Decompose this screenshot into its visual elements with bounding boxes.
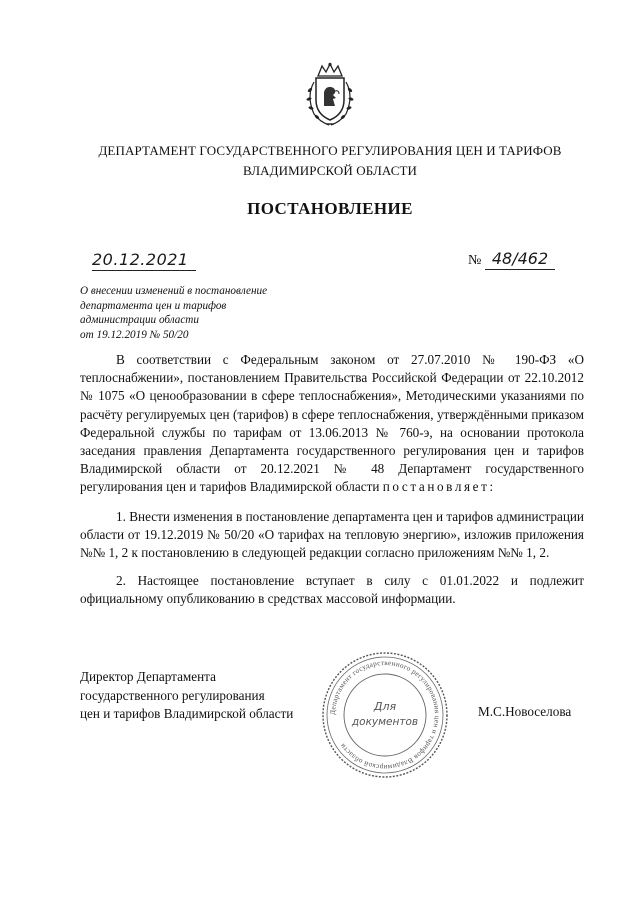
number-sign: № <box>468 253 482 268</box>
clause-1-paragraph: 1. Внести изменения в постановление департамента цен и тарифов администрации области от 19.12.2019 № 50/20 «О тарифах на тепловую энергию», изложив приложения №№ 1, 2 к постановлению в следующей редакции согласно приложениям №№ 1, 2. <box>80 508 584 561</box>
subject-line: О внесении изменений в постановление <box>80 285 268 297</box>
signatory-title <box>80 668 320 724</box>
department-name-line2: ВЛАДИМИРСКОЙ ОБЛАСТИ <box>242 163 418 178</box>
stamp-ring-text: Департамент государственного регулирования цен и тарифов Владимирской области <box>328 658 442 772</box>
subject-line: от 19.12.2019 № 50/20 <box>80 328 189 341</box>
document-type-title: ПОСТАНОВЛЕНИЕ <box>247 199 413 218</box>
decree-verb: постановляет: <box>382 479 496 495</box>
document-date: 20.12.2021 <box>92 250 196 271</box>
subject-line: администрации области <box>80 314 199 326</box>
svg-text:Департамент государственного р <box>329 659 441 771</box>
preamble-text: В соответствии с Федеральным законом от 27.07.2010 № 190-ФЗ «О теплоснабжении», постановлением Правительства Российской Федерации от 22.10.2012 № 1075 «О ценообразовании в сфере теплоснабжения», Методическими указаниями по расчёту регулируемых цен (тарифов) в сфере теплоснабжения, утверждёнными приказом Федеральной службы по тарифам от 13.06.2013 № 760-э, на основании протокола заседания правления Департамента государственного регулирования цен и тарифов Владимирской области от 20.12.2021 № 48 Департамент государственного регулирования цен и тарифов Владимирской области <box>80 352 584 495</box>
coat-of-arms-icon <box>302 62 358 128</box>
clause-2-paragraph: 2. Настоящее постановление вступает в силу с 01.01.2022 и подлежит официальному опубликованию в средствах массовой информации. <box>80 573 584 607</box>
official-stamp <box>318 648 452 782</box>
department-name-line1: ДЕПАРТАМЕНТ ГОСУДАРСТВЕННОГО РЕГУЛИРОВАНИЯ ЦЕН И ТАРИФОВ <box>98 143 562 158</box>
signatory-title-line: государственного регулирования <box>80 687 265 703</box>
stamp-center-line2: документов <box>351 716 419 728</box>
document-subject <box>80 284 310 342</box>
document-number: 48/462 <box>485 249 555 270</box>
preamble-paragraph <box>80 351 584 497</box>
signatory-name: М.С.Новоселова <box>478 704 572 719</box>
subject-line: департамента цен и тарифов <box>80 299 227 312</box>
signatory-title-line: Директор Департамента <box>80 669 216 684</box>
document-body <box>80 351 584 620</box>
signatory-title-line: цен и тарифов Владимирской области <box>80 706 294 721</box>
stamp-center-line1: Для <box>373 700 397 713</box>
